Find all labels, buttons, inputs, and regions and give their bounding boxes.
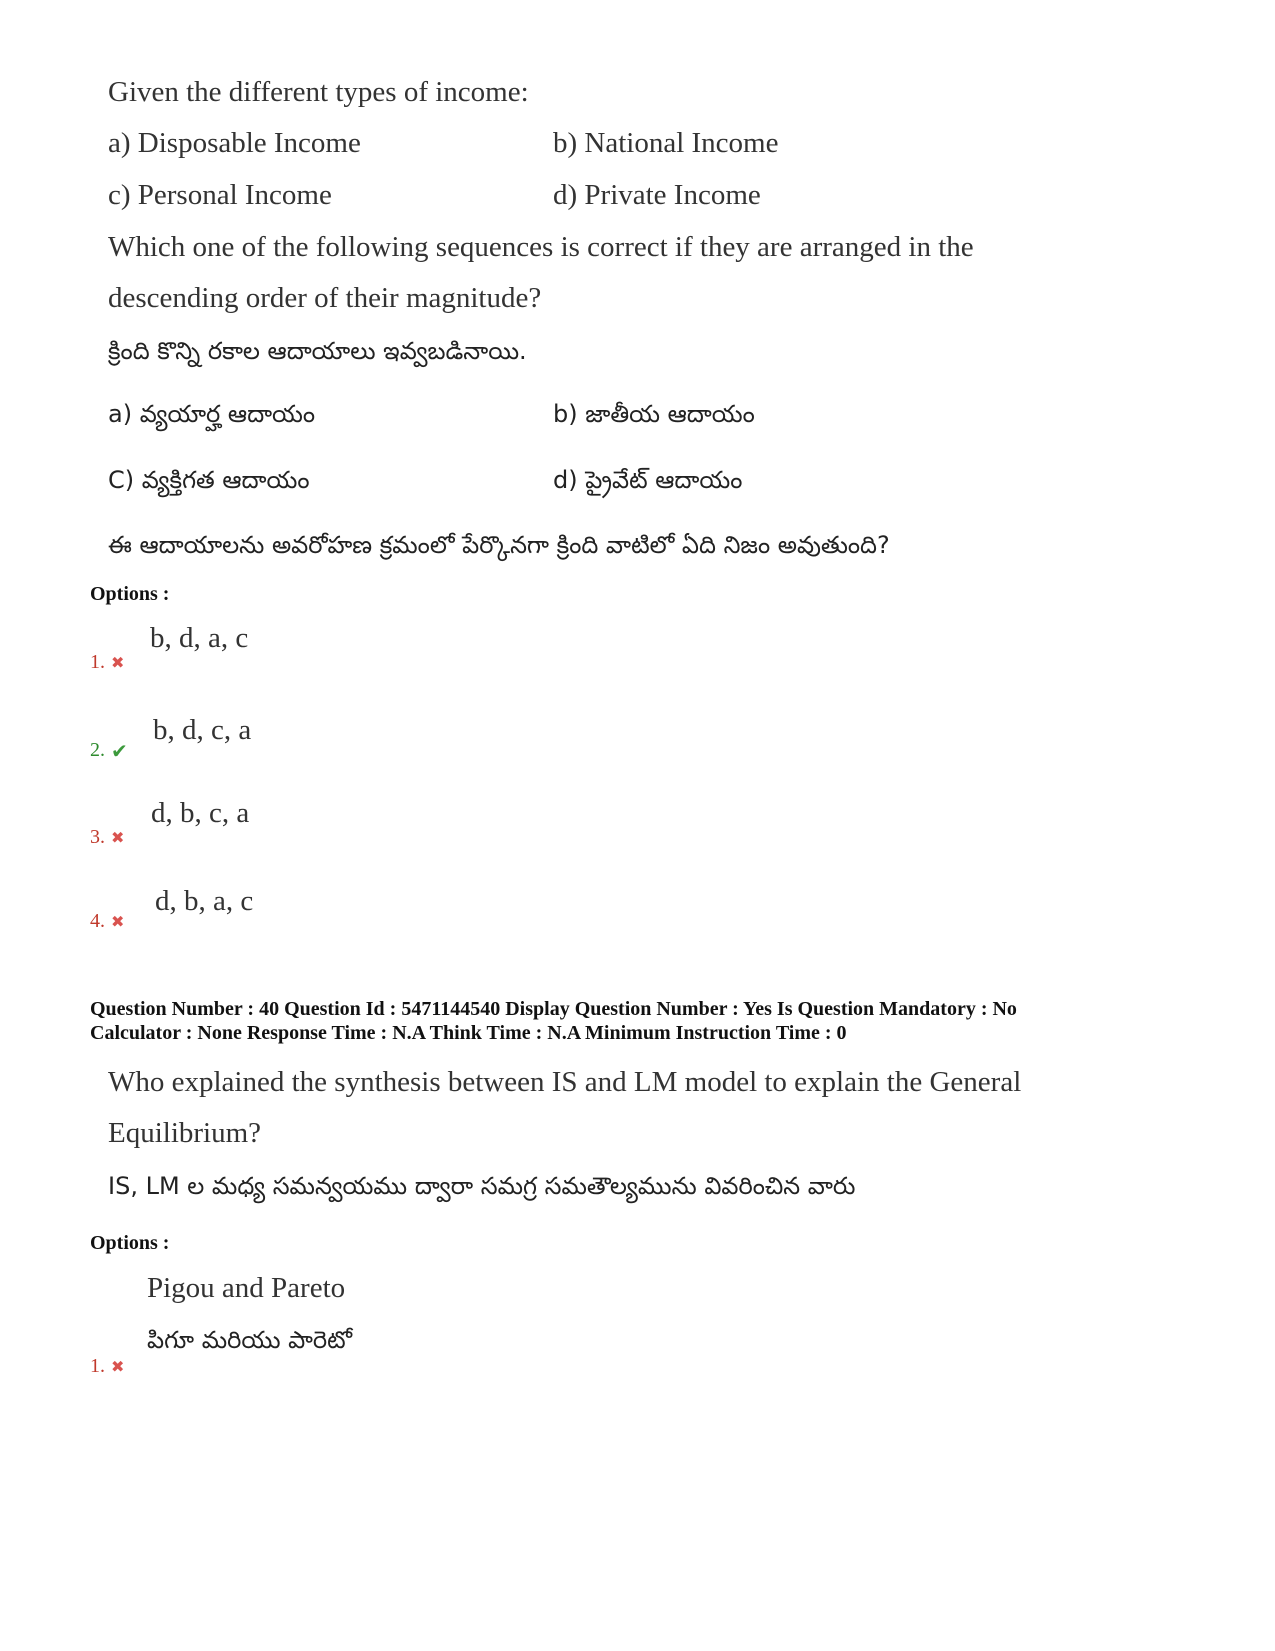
q39-question-line2: descending order of their magnitude? bbox=[108, 282, 542, 314]
q39-question-telugu: ఈ ఆదాయాలను అవరోహణ క్రమంలో పేర్కొనగా క్రింది వాటిలో ఏది నిజం అవుతుంది? bbox=[108, 531, 890, 559]
q39-option-2 bbox=[90, 739, 128, 764]
q39-option-3 bbox=[90, 826, 124, 849]
q39-options-label: Options : bbox=[90, 583, 170, 605]
wrong-cross-icon: ✖ bbox=[111, 830, 125, 848]
q40-question-line1: Who explained the synthesis between IS and LM model to explain the General bbox=[108, 1066, 1022, 1098]
q40-question-telugu: IS, LM ల మధ్య సమన్వయము ద్వారా సమగ్ర సమతౌల్యమును వివరించిన వారు bbox=[108, 1172, 856, 1200]
wrong-cross-icon: ✖ bbox=[111, 1359, 125, 1377]
q39-option-4-number: 4. bbox=[90, 910, 105, 932]
q40-meta-line1: Question Number : 40 Question Id : 5471144540 Display Question Number : Yes Is Question Mandatory : No bbox=[90, 998, 1017, 1020]
q40-meta-line2: Calculator : None Response Time : N.A Think Time : N.A Minimum Instruction Time : 0 bbox=[90, 1022, 847, 1044]
q39-item-b-telugu: b) జాతీయ ఆదాయం bbox=[553, 400, 755, 428]
q39-item-c: c) Personal Income bbox=[108, 179, 332, 211]
q40-option-1-text: Pigou and Pareto bbox=[147, 1272, 346, 1304]
wrong-cross-icon: ✖ bbox=[111, 655, 125, 673]
q39-item-c-telugu: C) వ్యక్తిగత ఆదాయం bbox=[108, 466, 310, 494]
q39-item-d-telugu: d) ప్రైవేట్ ఆదాయం bbox=[553, 466, 743, 494]
q40-question-line2: Equilibrium? bbox=[108, 1117, 262, 1149]
q39-item-b: b) National Income bbox=[553, 127, 779, 159]
q39-option-3-number: 3. bbox=[90, 826, 105, 848]
q39-option-1-text: b, d, a, c bbox=[150, 622, 249, 654]
q39-option-1 bbox=[90, 651, 124, 674]
q40-options-label: Options : bbox=[90, 1232, 170, 1254]
q39-option-1-number: 1. bbox=[90, 651, 105, 673]
q40-option-1-text-telugu: పిగూ మరియు పారెటో bbox=[147, 1326, 353, 1354]
q39-question-line1: Which one of the following sequences is correct if they are arranged in the bbox=[108, 231, 974, 263]
q39-option-2-number: 2. bbox=[90, 739, 105, 762]
q39-intro-telugu: క్రింది కొన్ని రకాల ఆదాయాలు ఇవ్వబడినాయి. bbox=[108, 337, 527, 365]
q39-item-a-telugu: a) వ్యయార్హ ఆదాయం bbox=[108, 400, 316, 428]
q40-option-1 bbox=[90, 1355, 124, 1378]
q39-intro: Given the different types of income: bbox=[108, 76, 529, 108]
q39-item-d: d) Private Income bbox=[553, 179, 761, 211]
correct-check-icon: ✔ bbox=[111, 741, 128, 763]
q39-item-a: a) Disposable Income bbox=[108, 127, 361, 159]
wrong-cross-icon: ✖ bbox=[111, 914, 125, 932]
q39-option-4-text: d, b, a, c bbox=[155, 885, 254, 917]
q40-option-1-number: 1. bbox=[90, 1355, 105, 1377]
q39-option-3-text: d, b, c, a bbox=[151, 797, 250, 829]
q39-option-4 bbox=[90, 910, 124, 933]
q39-option-2-text: b, d, c, a bbox=[153, 714, 252, 746]
